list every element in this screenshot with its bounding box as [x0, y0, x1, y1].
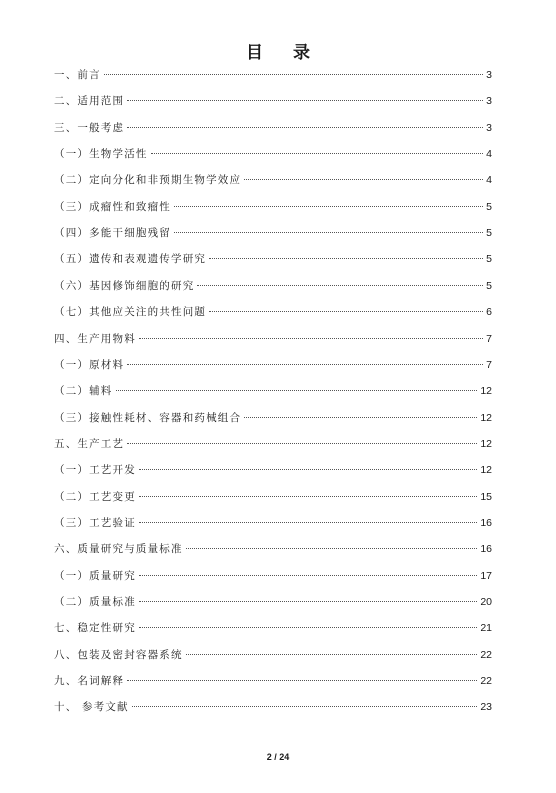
- toc-entry-label: 一、前言: [54, 69, 101, 81]
- toc-dot-leader: [139, 522, 477, 523]
- toc-dot-leader: [104, 74, 483, 75]
- toc-entry-label: （七）其他应关注的共性问题: [54, 306, 207, 319]
- toc-entry-label: 八、包装及密封容器系统: [54, 648, 183, 661]
- toc-entry-label: 三、一般考虑: [54, 121, 125, 134]
- toc-entry-label: （二）工艺变更: [54, 490, 136, 503]
- toc-entry-label: （二）质量标准: [54, 596, 136, 608]
- toc-dot-leader: [186, 654, 478, 655]
- toc-entry-page-number: 21: [480, 622, 492, 635]
- toc-entry-page-number: 4: [486, 148, 492, 161]
- toc-dot-leader: [174, 206, 483, 207]
- toc-entry-page-number: 12: [480, 411, 492, 424]
- toc-entry-label: （一）工艺开发: [54, 464, 136, 477]
- toc-entry-label: （四）多能干细胞残留: [54, 227, 171, 240]
- toc-dot-leader: [127, 127, 483, 128]
- toc-entry[interactable]: [54, 672, 492, 690]
- toc-entry-label: 十、 参考文献: [54, 701, 129, 714]
- toc-entry[interactable]: [54, 92, 492, 110]
- toc-entry-label: （一）生物学活性: [54, 148, 148, 161]
- toc-entry[interactable]: [54, 303, 492, 321]
- toc-dot-leader: [139, 601, 477, 602]
- toc-dot-leader: [127, 100, 483, 101]
- toc-entry[interactable]: [54, 145, 492, 163]
- toc-dot-leader: [197, 285, 483, 286]
- toc-entry-label: 九、名词解释: [54, 675, 125, 688]
- toc-dot-leader: [127, 443, 477, 444]
- toc-entry-page-number: 12: [480, 464, 492, 477]
- toc-entry-label: 二、适用范围: [54, 95, 125, 108]
- toc-entry-page-number: 15: [480, 490, 492, 503]
- toc-entry[interactable]: [54, 514, 492, 532]
- toc-dot-leader: [139, 469, 477, 470]
- toc-entry-page-number: 22: [480, 675, 492, 688]
- toc-entry-label: 五、生产工艺: [54, 437, 125, 450]
- toc-entry-page-number: 3: [486, 69, 492, 81]
- toc-entry[interactable]: [54, 224, 492, 242]
- toc-entry[interactable]: [54, 619, 492, 637]
- toc-entry[interactable]: [54, 119, 492, 137]
- toc-entry[interactable]: [54, 540, 492, 558]
- toc-entry-label: 四、生产用物料: [54, 332, 136, 345]
- toc-dot-leader: [174, 232, 483, 233]
- toc-entry-page-number: 17: [480, 569, 492, 582]
- toc-entry-page-number: 5: [486, 253, 492, 266]
- toc-entry-label: （二）定向分化和非预期生物学效应: [54, 174, 242, 187]
- toc-dot-leader: [209, 258, 483, 259]
- toc-entry[interactable]: [54, 567, 492, 585]
- toc-entry[interactable]: [54, 66, 492, 84]
- toc-entry-label: （三）接触性耗材、容器和药械组合: [54, 411, 242, 424]
- toc-entry[interactable]: [54, 277, 492, 295]
- toc-dot-leader: [139, 496, 477, 497]
- toc-entry[interactable]: [54, 356, 492, 374]
- toc-dot-leader: [139, 338, 483, 339]
- toc-entry-label: （五）遗传和表观遗传学研究: [54, 253, 207, 266]
- toc-dot-leader: [139, 627, 477, 628]
- toc-entry[interactable]: [54, 593, 492, 611]
- toc-title: 目 录: [246, 43, 322, 63]
- toc-entry-page-number: 22: [480, 648, 492, 661]
- toc-entry-page-number: 5: [486, 200, 492, 213]
- toc-entry-page-number: 3: [486, 121, 492, 134]
- toc-entry-page-number: 12: [480, 437, 492, 450]
- toc-entry-page-number: 6: [486, 306, 492, 319]
- toc-entry-page-number: 7: [486, 358, 492, 371]
- toc-entry-page-number: 12: [480, 385, 492, 398]
- toc-dot-leader: [127, 364, 483, 365]
- toc-entry[interactable]: [54, 698, 492, 716]
- toc-entry[interactable]: [54, 330, 492, 348]
- toc-dot-leader: [127, 680, 477, 681]
- toc-entry[interactable]: [54, 250, 492, 268]
- toc-dot-leader: [139, 575, 477, 576]
- toc-dot-leader: [244, 417, 477, 418]
- toc-entry-label: （一）原材料: [54, 358, 125, 371]
- toc-entry[interactable]: [54, 488, 492, 506]
- toc-entry-page-number: 7: [486, 332, 492, 345]
- toc-entry[interactable]: [54, 198, 492, 216]
- toc-entry-label: （三）工艺验证: [54, 516, 136, 529]
- toc-entry-page-number: 3: [486, 95, 492, 108]
- toc-entry-label: （三）成瘤性和致瘤性: [54, 200, 171, 213]
- toc-entry[interactable]: [54, 461, 492, 479]
- toc-entry-label: （六）基因修饰细胞的研究: [54, 279, 195, 292]
- toc-dot-leader: [209, 311, 483, 312]
- toc-entry-page-number: 5: [486, 279, 492, 292]
- toc-entry-label: 六、质量研究与质量标准: [54, 543, 183, 556]
- toc-dot-leader: [132, 706, 478, 707]
- toc-entry-page-number: 5: [486, 227, 492, 240]
- toc-entry-page-number: 16: [480, 543, 492, 556]
- page-number-footer: 2 / 24: [266, 752, 290, 762]
- toc-entry-label: 七、稳定性研究: [54, 622, 136, 635]
- toc-entry-label: （二）辅料: [54, 385, 113, 398]
- toc-entry[interactable]: [54, 382, 492, 400]
- toc-entry[interactable]: [54, 646, 492, 664]
- toc-entry-page-number: 20: [480, 596, 492, 608]
- toc-dot-leader: [151, 153, 484, 154]
- toc-entry-label: （一）质量研究: [54, 569, 136, 582]
- toc-entry[interactable]: [54, 409, 492, 427]
- toc-entry[interactable]: [54, 435, 492, 453]
- toc-dot-leader: [116, 390, 478, 391]
- toc-entry-page-number: 16: [480, 516, 492, 529]
- toc-entry-page-number: 23: [480, 701, 492, 714]
- toc-entry-page-number: 4: [486, 174, 492, 187]
- toc-entry[interactable]: [54, 171, 492, 189]
- toc-dot-leader: [186, 548, 478, 549]
- toc-dot-leader: [244, 179, 483, 180]
